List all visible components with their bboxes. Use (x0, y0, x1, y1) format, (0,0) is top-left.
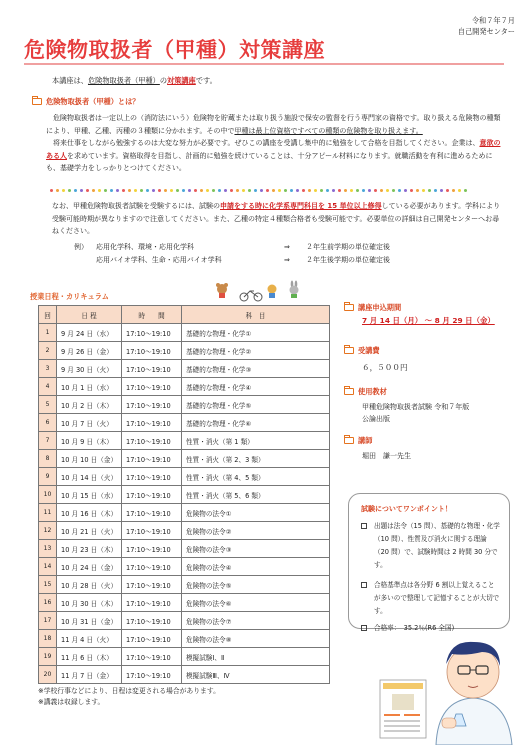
issue-date: 令和７年７月 (471, 16, 515, 25)
examples-lead: 例） (74, 243, 88, 251)
example-note: ２年生後学期の単位確定後 (306, 255, 390, 264)
divider-dot (422, 189, 425, 192)
about-p1 (46, 112, 502, 137)
divider-dot (374, 189, 377, 192)
col-header-time: 時 間 (122, 306, 182, 324)
session-date: 10 月 30 日（木） (57, 594, 122, 612)
divider-dot (254, 189, 257, 192)
organization-name: 自己開発センター (457, 27, 515, 36)
divider-dot (122, 189, 125, 192)
session-subject: 危険物の法令⑤ (182, 576, 330, 594)
session-date: 10 月 31 日（金） (57, 612, 122, 630)
session-time: 17:10～19:10 (122, 630, 182, 648)
checkbox-bullet-icon (361, 625, 367, 631)
session-date: 9 月 26 日（金） (57, 342, 122, 360)
session-date: 10 月 28 日（火） (57, 576, 122, 594)
about-p1-underlined: 甲種は最上位資格ですべての種類の危険物を取り扱えます。 (234, 126, 423, 135)
divider-dot (98, 189, 101, 192)
divider-dot (182, 189, 185, 192)
session-subject: 危険物の法令⑧ (182, 630, 330, 648)
divider-dot (248, 189, 251, 192)
col-header-no: 回 (39, 306, 57, 324)
session-time: 17:10～19:10 (122, 612, 182, 630)
example-dept: 応用化学科、環境・応用化学科 (96, 243, 194, 251)
example-row (74, 241, 390, 254)
about-p2-emphasis: 意欲のある人 (46, 139, 501, 160)
about-p1-text: 危険物取扱者は一定以上の（消防法にいう）危険物を貯蔵または取り扱う施設で保安の監督を行う専門家の資格です。取り扱える危険物の種類により、甲種、乙種、丙種の３種類に分かれます。その中で (46, 114, 501, 135)
lecturer-heading (344, 436, 524, 446)
session-no: 19 (39, 648, 57, 666)
session-time: 17:10～19:10 (122, 342, 182, 360)
session-subject: 基礎的な物理・化学② (182, 342, 330, 360)
example-arrow: ⇒ (284, 243, 290, 251)
divider-dot (260, 189, 263, 192)
divider-dot (50, 189, 53, 192)
divider-dot (164, 189, 167, 192)
textbook-publisher: 公論出版 (362, 415, 390, 423)
session-subject: 基礎的な物理・化学③ (182, 360, 330, 378)
about-paragraph (46, 112, 502, 175)
col-header-date: 日 程 (57, 306, 122, 324)
divider-dot (170, 189, 173, 192)
session-subject: 性質・消火（第 2、3 類） (182, 450, 330, 468)
session-time: 17:10～19:10 (122, 396, 182, 414)
divider-dot (104, 189, 107, 192)
fee-value: ６，５００円 (362, 363, 408, 372)
examples-block (74, 241, 390, 266)
session-date: 10 月 21 日（火） (57, 522, 122, 540)
session-time: 17:10～19:10 (122, 468, 182, 486)
session-date: 11 月 6 日（木） (57, 648, 122, 666)
divider-dot (398, 189, 401, 192)
divider-dot (446, 189, 449, 192)
requirement-emphasis: 申請をする時に化学系専門科目を 15 単位以上修得 (220, 202, 382, 210)
schedule-row (39, 378, 330, 396)
example-note: ２年生前学期の単位確定後 (306, 243, 390, 251)
example-arrow: ⇒ (284, 255, 290, 264)
divider-dot (206, 189, 209, 192)
session-date: 10 月 1 日（水） (57, 378, 122, 396)
textbook-title: 甲種危険物取扱者試験 令和７年版 (362, 403, 470, 411)
about-heading (32, 97, 139, 107)
divider-dot (152, 189, 155, 192)
schedule-row (39, 648, 330, 666)
session-date: 10 月 16 日（木） (57, 504, 122, 522)
divider-dot (302, 189, 305, 192)
schedule-row (39, 522, 330, 540)
session-subject: 危険物の法令⑥ (182, 594, 330, 612)
divider-dot (266, 189, 269, 192)
divider-dot (212, 189, 215, 192)
intro-suffix: です。 (195, 76, 217, 85)
schedule-notes (38, 686, 220, 708)
textbook-cover-icon (380, 680, 426, 738)
schedule-row (39, 558, 330, 576)
divider-dot (224, 189, 227, 192)
textbook-heading (344, 387, 524, 397)
textbook-heading-text: 使用教材 (358, 387, 387, 396)
session-date: 11 月 4 日（火） (57, 630, 122, 648)
session-date: 10 月 10 日（金） (57, 450, 122, 468)
session-time: 17:10～19:10 (122, 324, 182, 342)
about-p2-text-end: を求めています。資格取得を目指し、計画的に勉強を続けていることは、十分アピール材料になります。就職活動を有利に進めるためにも、基礎学力をしっかりとつけてください。 (46, 151, 493, 172)
folder-icon (344, 347, 354, 354)
session-no: 17 (39, 612, 57, 630)
scientist-figure-icon (436, 642, 512, 745)
session-time: 17:10～19:10 (122, 450, 182, 468)
divider-dot (74, 189, 77, 192)
divider-dot (146, 189, 149, 192)
divider-dot (128, 189, 131, 192)
schedule-heading: 授業日程・カリキュラム (30, 292, 109, 301)
schedule-row (39, 540, 330, 558)
dotted-divider (50, 186, 480, 192)
schedule-row (39, 594, 330, 612)
divider-dot (110, 189, 113, 192)
requirement-text: なお、甲種危険物取扱者試験を受験するには、試験の (52, 202, 220, 210)
session-date: 10 月 15 日（水） (57, 486, 122, 504)
about-p2-text: 将来仕事をしながら勉強するのは大変な努力が必要です。ぜひこの講座を受講し集中的に勉強をして合格を目指してください。企業は、 (53, 139, 480, 147)
schedule-row (39, 504, 330, 522)
divider-dot (314, 189, 317, 192)
divider-dot (410, 189, 413, 192)
session-subject: 基礎的な物理・化学④ (182, 378, 330, 396)
about-p2 (46, 137, 502, 175)
session-subject: 危険物の法令① (182, 504, 330, 522)
session-subject: 性質・消火（第 5、6 類） (182, 486, 330, 504)
divider-dot (362, 189, 365, 192)
divider-dot (308, 189, 311, 192)
session-time: 17:10～19:10 (122, 540, 182, 558)
session-time: 17:10～19:10 (122, 414, 182, 432)
session-date: 10 月 24 日（金） (57, 558, 122, 576)
intro-line (52, 76, 217, 86)
session-time: 17:10～19:10 (122, 594, 182, 612)
session-time: 17:10～19:10 (122, 666, 182, 684)
session-subject: 模擬試験Ⅰ、Ⅱ (182, 648, 330, 666)
schedule-header-row (39, 306, 330, 324)
folder-icon (344, 304, 354, 311)
apply-period: 7 月 14 日（月） ～ 8 月 29 日（金） (362, 316, 495, 325)
tip-item (361, 520, 501, 572)
session-time: 17:10～19:10 (122, 378, 182, 396)
schedule-row (39, 666, 330, 684)
divider-dot (158, 189, 161, 192)
example-row (74, 254, 390, 267)
animal-illustration (212, 280, 332, 302)
session-date: 10 月 7 日（火） (57, 414, 122, 432)
page-title: 危険物取扱者（甲種）対策講座 (24, 38, 325, 62)
divider-dot (326, 189, 329, 192)
divider-dot (296, 189, 299, 192)
divider-dot (392, 189, 395, 192)
session-no: 14 (39, 558, 57, 576)
bear-figure-icon (216, 283, 228, 298)
divider-dot (344, 189, 347, 192)
divider-dot (194, 189, 197, 192)
fee-heading-text: 受講費 (358, 346, 380, 355)
schedule-row (39, 432, 330, 450)
intro-middle: の (159, 76, 168, 85)
requirement-paragraph (52, 200, 502, 238)
session-subject: 危険物の法令④ (182, 558, 330, 576)
divider-dot (116, 189, 119, 192)
lecturer-name: 堀田 謙一先生 (362, 452, 411, 460)
folder-icon (32, 98, 42, 105)
intro-emphasis: 対策講座 (167, 76, 196, 85)
textbook-body (344, 401, 524, 425)
divider-dot (140, 189, 143, 192)
tip-text: 合格率： 35.2％(R6 全国) (374, 624, 455, 632)
session-subject: 基礎的な物理・化学⑤ (182, 396, 330, 414)
session-no: 1 (39, 324, 57, 342)
schedule-row (39, 396, 330, 414)
session-time: 17:10～19:10 (122, 504, 182, 522)
divider-dot (416, 189, 419, 192)
bicycle-icon (240, 291, 262, 301)
divider-dot (338, 189, 341, 192)
session-no: 13 (39, 540, 57, 558)
session-no: 3 (39, 360, 57, 378)
schedule-row (39, 414, 330, 432)
tip-item (361, 579, 501, 618)
session-date: 10 月 9 日（木） (57, 432, 122, 450)
divider-dot (290, 189, 293, 192)
session-no: 9 (39, 468, 57, 486)
session-date: 9 月 24 日（水） (57, 324, 122, 342)
divider-dot (368, 189, 371, 192)
divider-dot (350, 189, 353, 192)
schedule-row (39, 342, 330, 360)
apply-period-section (344, 303, 524, 327)
schedule-row (39, 468, 330, 486)
apply-heading (344, 303, 524, 313)
divider-dot (404, 189, 407, 192)
textbook-section (344, 387, 524, 425)
divider-dot (380, 189, 383, 192)
divider-dot (464, 189, 467, 192)
session-no: 16 (39, 594, 57, 612)
session-time: 17:10～19:10 (122, 648, 182, 666)
tip-text: 合格基準点は各分野 6 割以上覚えることが多いので整理して記憶することが大切です。 (374, 581, 500, 615)
session-subject: 危険物の法令③ (182, 540, 330, 558)
session-subject: 基礎的な物理・化学① (182, 324, 330, 342)
session-no: 4 (39, 378, 57, 396)
session-subject: 危険物の法令② (182, 522, 330, 540)
schedule-row (39, 450, 330, 468)
session-subject: 性質・消火（第 1 類） (182, 432, 330, 450)
checkbox-bullet-icon (361, 523, 367, 529)
folder-icon (344, 437, 354, 444)
divider-dot (218, 189, 221, 192)
schedule-row (39, 576, 330, 594)
session-time: 17:10～19:10 (122, 522, 182, 540)
schedule-note: ※学校行事などにより、日程は変更される場合があります。 (38, 687, 220, 695)
session-time: 17:10～19:10 (122, 360, 182, 378)
session-no: 18 (39, 630, 57, 648)
session-date: 10 月 2 日（木） (57, 396, 122, 414)
session-no: 7 (39, 432, 57, 450)
divider-dot (80, 189, 83, 192)
session-no: 5 (39, 396, 57, 414)
apply-body (344, 315, 524, 327)
lecturer-heading-text: 講師 (358, 436, 373, 445)
col-header-subject: 科 目 (182, 306, 330, 324)
session-no: 2 (39, 342, 57, 360)
tip-text: 出題は法令（15 問）、基礎的な物理・化学（10 問）、性質及び消火に関する理論（20 問）で、試験時間は 2 時間 30 分です。 (374, 522, 500, 569)
divider-dot (62, 189, 65, 192)
schedule-row (39, 486, 330, 504)
session-subject: 模擬試験Ⅲ、Ⅳ (182, 666, 330, 684)
divider-dot (68, 189, 71, 192)
divider-dot (440, 189, 443, 192)
schedule-row (39, 360, 330, 378)
session-time: 17:10～19:10 (122, 486, 182, 504)
scientist-illustration (378, 630, 518, 745)
session-subject: 基礎的な物理・化学⑥ (182, 414, 330, 432)
session-no: 10 (39, 486, 57, 504)
requirement-text-end: している必要があります。学科により受験可能時期が異なりますので注意してください。また、乙種の特定４種類合格者も受験可能です。必要単位の詳細は自己開発センターへお尋ねください。 (52, 202, 501, 235)
divider-dot (452, 189, 455, 192)
divider-dot (320, 189, 323, 192)
divider-dot (134, 189, 137, 192)
about-heading-text: 危険物取扱者（甲種）とは？ (46, 97, 140, 106)
divider-dot (428, 189, 431, 192)
session-date: 9 月 30 日（火） (57, 360, 122, 378)
session-no: 11 (39, 504, 57, 522)
schedule-row (39, 630, 330, 648)
intro-underlined: 危険物取扱者（甲種） (87, 76, 160, 85)
divider-dot (386, 189, 389, 192)
session-date: 10 月 23 日（木） (57, 540, 122, 558)
session-no: 20 (39, 666, 57, 684)
divider-dot (434, 189, 437, 192)
divider-dot (458, 189, 461, 192)
divider-dot (242, 189, 245, 192)
divider-dot (356, 189, 359, 192)
schedule-row (39, 612, 330, 630)
divider-dot (284, 189, 287, 192)
divider-dot (272, 189, 275, 192)
session-subject: 危険物の法令⑦ (182, 612, 330, 630)
apply-heading-text: 講座申込期間 (358, 303, 402, 312)
intro-prefix: 本講座は、 (52, 76, 88, 85)
tips-box (348, 493, 510, 632)
session-subject: 性質・消火（第 4、5 類） (182, 468, 330, 486)
session-date: 11 月 7 日（金） (57, 666, 122, 684)
divider-dot (56, 189, 59, 192)
session-date: 10 月 14 日（火） (57, 468, 122, 486)
session-time: 17:10～19:10 (122, 558, 182, 576)
divider-dot (188, 189, 191, 192)
session-no: 15 (39, 576, 57, 594)
divider-dot (86, 189, 89, 192)
session-no: 8 (39, 450, 57, 468)
example-dept: 応用バイオ学科、生命・応用バイオ学科 (96, 255, 222, 264)
folder-icon (344, 388, 354, 395)
divider-dot (176, 189, 179, 192)
rabbit-figure-icon (290, 281, 299, 299)
lecturer-section (344, 436, 524, 462)
cat-figure-icon (268, 285, 277, 299)
title-divider (24, 63, 504, 65)
session-no: 12 (39, 522, 57, 540)
session-time: 17:10～19:10 (122, 432, 182, 450)
divider-dot (236, 189, 239, 192)
session-time: 17:10～19:10 (122, 576, 182, 594)
schedule-row (39, 324, 330, 342)
divider-dot (278, 189, 281, 192)
divider-dot (332, 189, 335, 192)
schedule-note: ※講義は収録します。 (38, 698, 105, 706)
fee-section (344, 346, 524, 374)
divider-dot (92, 189, 95, 192)
fee-heading (344, 346, 524, 356)
tips-title: 試験についてワンポイント！ (361, 505, 452, 513)
schedule-table (38, 305, 330, 684)
checkbox-bullet-icon (361, 582, 367, 588)
divider-dot (200, 189, 203, 192)
session-no: 6 (39, 414, 57, 432)
divider-dot (230, 189, 233, 192)
header-meta (458, 15, 515, 37)
